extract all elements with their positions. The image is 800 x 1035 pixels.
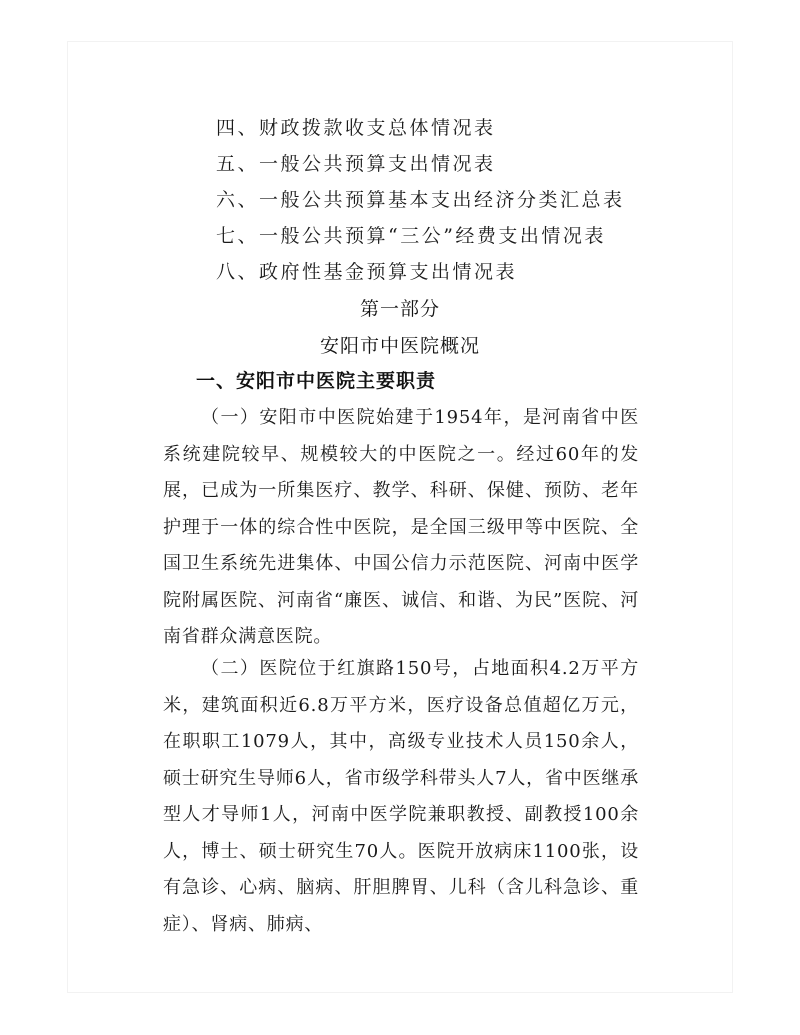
toc-item: 六、一般公共预算基本支出经济分类汇总表 (216, 189, 625, 211)
toc-item: 七、一般公共预算“三公”经费支出情况表 (216, 225, 606, 247)
part-title: 第一部分 (359, 298, 440, 320)
section-heading: 一、安阳市中医院主要职责 (196, 370, 437, 392)
toc-item: 八、政府性基金预算支出情况表 (216, 261, 518, 283)
toc-item: 五、一般公共预算支出情况表 (216, 153, 496, 175)
toc-item: 四、财政拨款收支总体情况表 (216, 117, 496, 139)
body-paragraph: （一）安阳市中医院始建于1954年，是河南省中医系统建院较早、规模较大的中医院之一。经过60年的发展，已成为一所集医疗、教学、科研、保健、预防、老年护理于一体的综合性中医院，是全国三级甲等中医院、全国卫生系统先进集体、中国公信力示范医院、河南中医学院附属医院、河南省“廉医、诚信、和谐、为民”医院、河南省群众满意医院。 (163, 407, 639, 647)
toc-list (216, 110, 736, 290)
body-paragraph: （二）医院位于红旗路150号，占地面积4.2万平方米，建筑面积近6.8万平方米，医疗设备总值超亿万元，在职职工1079人，其中，高级专业技术人员150余人，硕士研究生导师6人，省市级学科带头人7人，省中医继承型人才导师1人，河南中医学院兼职教授、副教授100余人，博士、硕士研究生70人。医院开放病床1100张，设有急诊、心病、脑病、肝胆脾胃、儿科（含儿科急诊、重症）、肾病、肺病、 (163, 658, 639, 935)
section-title: 安阳市中医院概况 (319, 335, 480, 357)
